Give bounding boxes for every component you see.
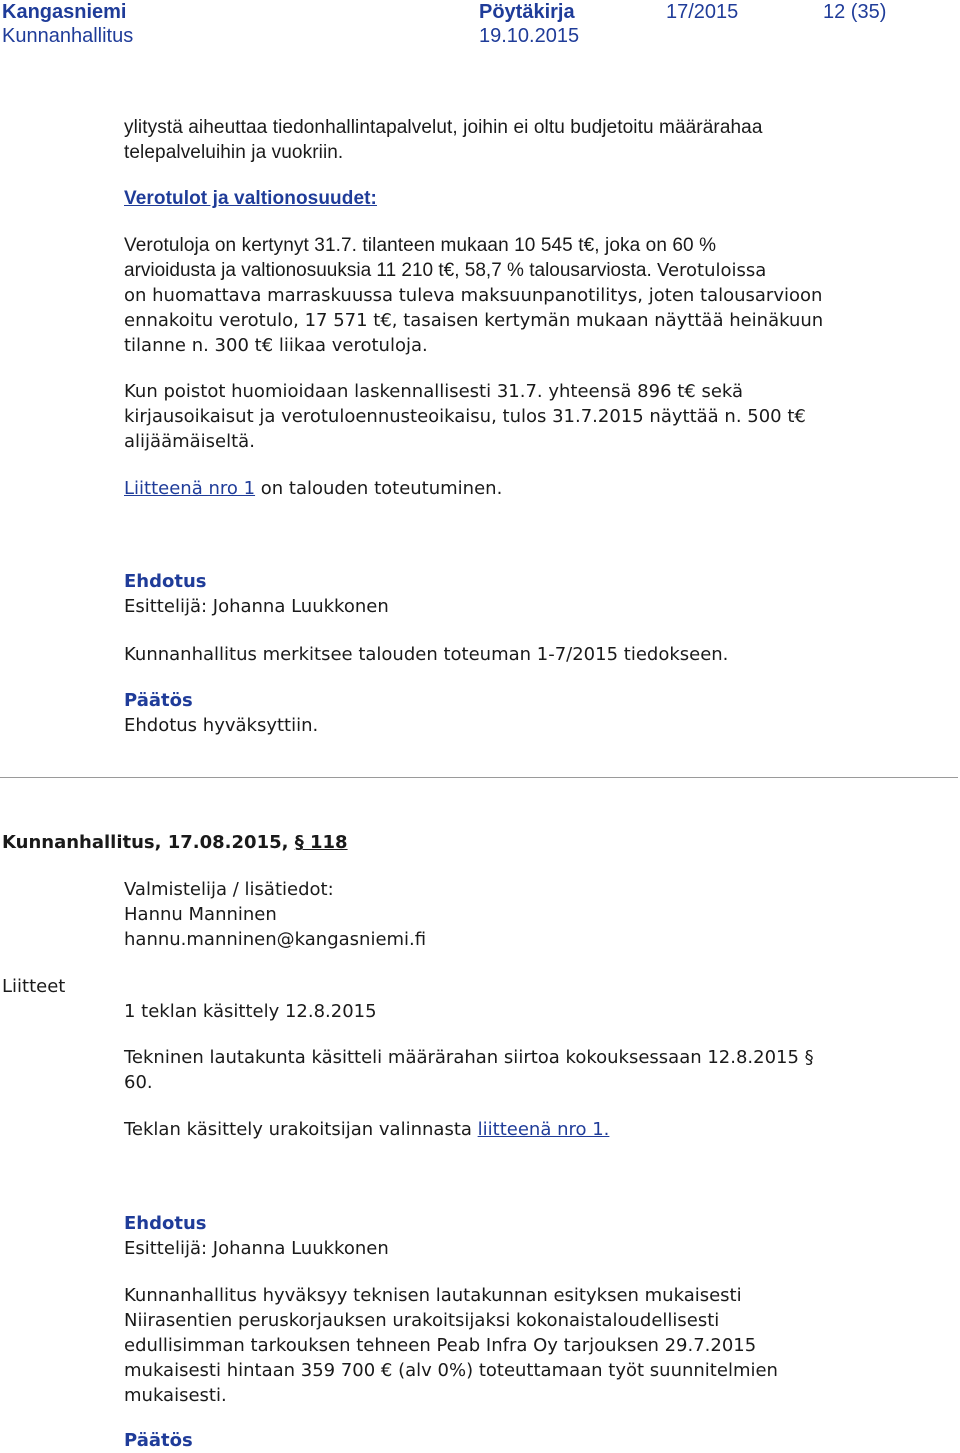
preparer-name: Hannu Manninen [124,904,277,925]
teklan-link[interactable]: liitteenä nro 1. [477,1119,610,1140]
section-divider [0,777,958,778]
liite-line [124,476,502,501]
liite-link[interactable]: Liitteenä nro 1 [124,478,256,499]
liite-rest: on talouden toteutuminen. [255,478,503,499]
verotulot-line-4: ennakoitu verotulo, 17 571 t€, tasaisen kertymän mukaan näyttää heinäkuun [124,310,824,331]
paatos-2-heading: Päätös [124,1430,193,1451]
header-doc-type: Pöytäkirja [479,1,575,23]
preparer-label: Valmistelija / lisätiedot: [124,879,334,900]
ehdotus-2-line-5: mukaisesti. [124,1385,227,1406]
ehdotus-2-line-4: mukaisesti hintaan 359 700 € (alv 0%) toteuttamaan työt suunnitelmien [124,1360,778,1381]
ehdotus-2-heading: Ehdotus [124,1213,207,1234]
ehdotus-2-line-2: Niirasentien peruskorjauksen urakoitsijaksi kokonaistaloudellisesti [124,1310,720,1331]
header-page: 12 (35) [823,1,887,23]
paatos-1-text: Ehdotus hyväksyttiin. [124,715,319,736]
paatos-1-heading: Päätös [124,690,193,711]
ehdotus-1-presenter: Esittelijä: Johanna Luukkonen [124,596,389,617]
verotulot-line-1: Verotuloja on kertynyt 31.7. tilanteen mukaan 10 545 t€, joka on 60 % [124,235,717,256]
poistot-line-3: alijäämäiseltä. [124,431,255,452]
ehdotus-1-text: Kunnanhallitus merkitsee talouden toteuman 1-7/2015 tiedokseen. [124,644,729,665]
tekninen-line-1: Tekninen lautakunta käsitteli määrärahan siirtoa kokouksessaan 12.8.2015 § [124,1047,814,1068]
intro-line-1: ylitystä aiheuttaa tiedonhallintapalvelut, joihin ei oltu budjetoitu määrärahaa [124,117,763,138]
header-date: 19.10.2015 [479,25,580,47]
teklan-line [124,1117,609,1142]
teklan-prefix: Teklan käsittely urakoitsijan valinnasta [124,1119,478,1140]
intro-line-2: telepalveluihin ja vuokriin. [124,142,344,163]
ehdotus-2-presenter: Esittelijä: Johanna Luukkonen [124,1238,389,1259]
header-body: Kunnanhallitus [2,25,134,47]
attachment-1: 1 teklan käsittely 12.8.2015 [124,1001,377,1022]
verotulot-line-5: tilanne n. 300 t€ liikaa verotuloja. [124,335,428,356]
poistot-line-2: kirjausoikaisut ja verotuloennusteoikaisu, tulos 31.7.2015 näyttää n. 500 t€ [124,406,806,427]
ehdotus-1-heading: Ehdotus [124,571,207,592]
verotulot-line-2 [124,258,766,283]
attachments-label: Liitteet [2,976,66,997]
ehdotus-2-line-1: Kunnanhallitus hyväksyy teknisen lautakunnan esityksen mukaisesti [124,1285,742,1306]
verotulot-heading: Verotulot ja valtionosuudet: [124,188,377,209]
header-number: 17/2015 [666,1,739,23]
section-2-title-prefix: Kunnanhallitus, 17.08.2015, [2,832,295,853]
preparer-email: hannu.manninen@kangasniemi.fi [124,929,427,950]
verotulot-line-2b: Verotuloissa [657,260,767,281]
verotulot-line-2a: arvioidusta ja valtionosuuksia 11 210 t€, 58,7 % talousarviosta. [124,260,658,281]
verotulot-line-3: on huomattava marraskuussa tuleva maksuunpanotilitys, joten talousarvioon [124,285,823,306]
ehdotus-2-line-3: edullisimman tarkouksen tehneen Peab Infra Oy tarjouksen 29.7.2015 [124,1335,757,1356]
poistot-line-1: Kun poistot huomioidaan laskennallisesti 31.7. yhteensä 896 t€ sekä [124,381,744,402]
section-2-ref-link[interactable]: § 118 [294,832,348,853]
section-2-title [2,830,348,855]
tekninen-line-2: 60. [124,1072,153,1093]
header-org: Kangasniemi [2,1,127,23]
